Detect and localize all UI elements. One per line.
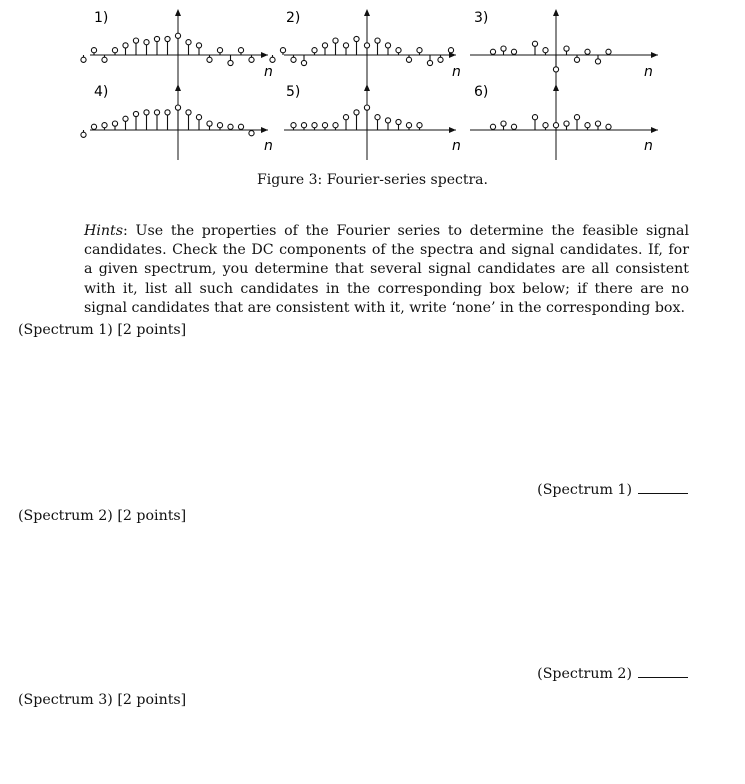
panel-6-sample-marker <box>564 121 569 126</box>
panel-label-1: 1) <box>94 10 109 26</box>
panel-2-sample-marker <box>333 38 338 43</box>
hints-text: : Use the properties of the Fourier series to determine the feasible signal candidates. Check the DC components of the spectra and signal candidates. If, for a given spectrum, you determine that several signal candidates are all consistent with it, list all such candidates in the corresponding box below; if there are no signal candidates that are consistent with it, write ‘none’ in the corresponding box. <box>84 223 689 316</box>
panel-3-axis-arrow <box>651 52 658 58</box>
panel-2-sample-marker <box>438 57 443 62</box>
panel-4-sample-marker <box>217 123 222 128</box>
spectrum-3-heading: (Spectrum 3) [2 points] <box>18 692 187 708</box>
panel-1-vertical-arrow <box>175 9 181 16</box>
panel-4-sample-marker <box>102 123 107 128</box>
panel-4-sample-marker <box>186 110 191 115</box>
panel-1-sample-marker <box>175 33 180 38</box>
panel-label-5: 5) <box>286 84 301 100</box>
fourier-spectra-figure <box>0 0 745 165</box>
spectrum-2-answer-line[interactable] <box>638 676 688 678</box>
panel-2-sample-marker <box>427 60 432 65</box>
panel-5-sample-marker <box>375 115 380 120</box>
panel-4-sample-marker <box>133 111 138 116</box>
figure-caption: Figure 3: Fourier-series spectra. <box>257 172 488 188</box>
panel-2-sample-marker <box>448 48 453 53</box>
spectrum-2-answer-box[interactable] <box>537 666 688 682</box>
panel-1-sample-marker <box>81 57 86 62</box>
panel-4-sample-marker <box>249 131 254 136</box>
panel-label-4: 4) <box>94 84 109 100</box>
panel-5-sample-marker <box>364 105 369 110</box>
panel-6-sample-marker <box>553 123 558 128</box>
panel-6-axis-arrow <box>651 127 658 133</box>
panel-4-sample-marker <box>165 110 170 115</box>
panel-4-sample-marker <box>91 124 96 129</box>
panel-2-sample-marker <box>354 36 359 41</box>
panel-4-sample-marker <box>175 105 180 110</box>
hints-paragraph <box>84 222 689 318</box>
panel-2-sample-marker <box>385 43 390 48</box>
panel-1-sample-marker <box>133 38 138 43</box>
panel-1-sample-marker <box>186 40 191 45</box>
panel-5-axis-arrow <box>449 127 456 133</box>
panel-2-sample-marker <box>301 60 306 65</box>
panel-3-sample-marker <box>532 41 537 46</box>
panel-4-sample-marker <box>228 124 233 129</box>
spectrum-1-heading: (Spectrum 1) [2 points] <box>18 322 187 338</box>
panel-1-sample-marker <box>123 43 128 48</box>
panel-5-sample-marker <box>291 123 296 128</box>
panel-1-sample-marker <box>165 36 170 41</box>
panel-4-vertical-arrow <box>175 84 181 91</box>
panel-5-sample-marker <box>396 119 401 124</box>
panel-6-sample-marker <box>606 124 611 129</box>
panel-3-sample-marker <box>553 67 558 72</box>
axis-label-n-2: n <box>452 64 461 80</box>
panel-5-sample-marker <box>312 123 317 128</box>
panel-1-sample-marker <box>91 48 96 53</box>
panel-5-sample-marker <box>343 115 348 120</box>
axis-label-n-4: n <box>264 138 273 154</box>
panel-1-sample-marker <box>207 57 212 62</box>
panel-2-sample-marker <box>322 43 327 48</box>
panel-6-sample-marker <box>511 124 516 129</box>
panel-2-sample-marker <box>280 48 285 53</box>
panel-1-sample-marker <box>112 48 117 53</box>
panel-3-sample-marker <box>574 57 579 62</box>
spectrum-1-answer-label: (Spectrum 1) <box>537 482 632 498</box>
panel-2-sample-marker <box>364 43 369 48</box>
panel-3-sample-marker <box>511 49 516 54</box>
panel-5-sample-marker <box>417 123 422 128</box>
axis-label-n-1: n <box>264 64 273 80</box>
panel-4-sample-marker <box>123 116 128 121</box>
panel-4-sample-marker <box>196 115 201 120</box>
panel-3-sample-marker <box>595 59 600 64</box>
spectrum-1-answer-box[interactable] <box>537 482 688 498</box>
panel-5-sample-marker <box>301 123 306 128</box>
panel-2-vertical-arrow <box>364 9 370 16</box>
panel-6-vertical-arrow <box>553 84 559 91</box>
panel-5-sample-marker <box>322 123 327 128</box>
panel-1-sample-marker <box>144 40 149 45</box>
panel-6-sample-marker <box>501 121 506 126</box>
panel-1-sample-marker <box>217 48 222 53</box>
spectrum-1-answer-line[interactable] <box>638 492 688 494</box>
panel-2-sample-marker <box>406 57 411 62</box>
panel-3-sample-marker <box>543 48 548 53</box>
panel-6-sample-marker <box>595 121 600 126</box>
panel-4-sample-marker <box>112 121 117 126</box>
panel-1-sample-marker <box>196 43 201 48</box>
panel-label-3: 3) <box>474 10 489 26</box>
panel-5-sample-marker <box>385 118 390 123</box>
panel-4-sample-marker <box>81 132 86 137</box>
panel-2-sample-marker <box>312 48 317 53</box>
panel-3-vertical-arrow <box>553 9 559 16</box>
panel-2-sample-marker <box>417 48 422 53</box>
panel-label-2: 2) <box>286 10 301 26</box>
panel-5-sample-marker <box>333 123 338 128</box>
panel-2-sample-marker <box>270 57 275 62</box>
panel-3-sample-marker <box>490 49 495 54</box>
axis-label-n-6: n <box>644 138 653 154</box>
panel-6-sample-marker <box>585 123 590 128</box>
panel-5-sample-marker <box>406 123 411 128</box>
panel-5-vertical-arrow <box>364 84 370 91</box>
panel-4-sample-marker <box>154 110 159 115</box>
panel-2-sample-marker <box>291 57 296 62</box>
panel-3-sample-marker <box>606 49 611 54</box>
panel-6-sample-marker <box>543 123 548 128</box>
panel-1-sample-marker <box>228 60 233 65</box>
hints-label: Hints <box>84 223 124 239</box>
panel-3-sample-marker <box>564 46 569 51</box>
panel-6-sample-marker <box>490 124 495 129</box>
axis-label-n-5: n <box>452 138 461 154</box>
panel-2-sample-marker <box>343 43 348 48</box>
panel-4-axis-arrow <box>261 127 268 133</box>
panel-3-sample-marker <box>585 49 590 54</box>
panel-6-sample-marker <box>532 115 537 120</box>
panel-2-sample-marker <box>375 38 380 43</box>
panel-4-sample-marker <box>144 110 149 115</box>
panel-1-sample-marker <box>249 57 254 62</box>
panel-4-sample-marker <box>207 121 212 126</box>
panel-1-sample-marker <box>154 36 159 41</box>
panel-2-sample-marker <box>396 48 401 53</box>
axis-label-n-3: n <box>644 64 653 80</box>
panel-1-axis-arrow <box>261 52 268 58</box>
panel-4-sample-marker <box>238 124 243 129</box>
panel-1-sample-marker <box>238 48 243 53</box>
panel-1-sample-marker <box>102 57 107 62</box>
panel-3-sample-marker <box>501 46 506 51</box>
panel-label-6: 6) <box>474 84 489 100</box>
panel-5-sample-marker <box>354 110 359 115</box>
spectrum-2-heading: (Spectrum 2) [2 points] <box>18 508 187 524</box>
spectrum-2-answer-label: (Spectrum 2) <box>537 666 632 682</box>
panel-6-sample-marker <box>574 115 579 120</box>
